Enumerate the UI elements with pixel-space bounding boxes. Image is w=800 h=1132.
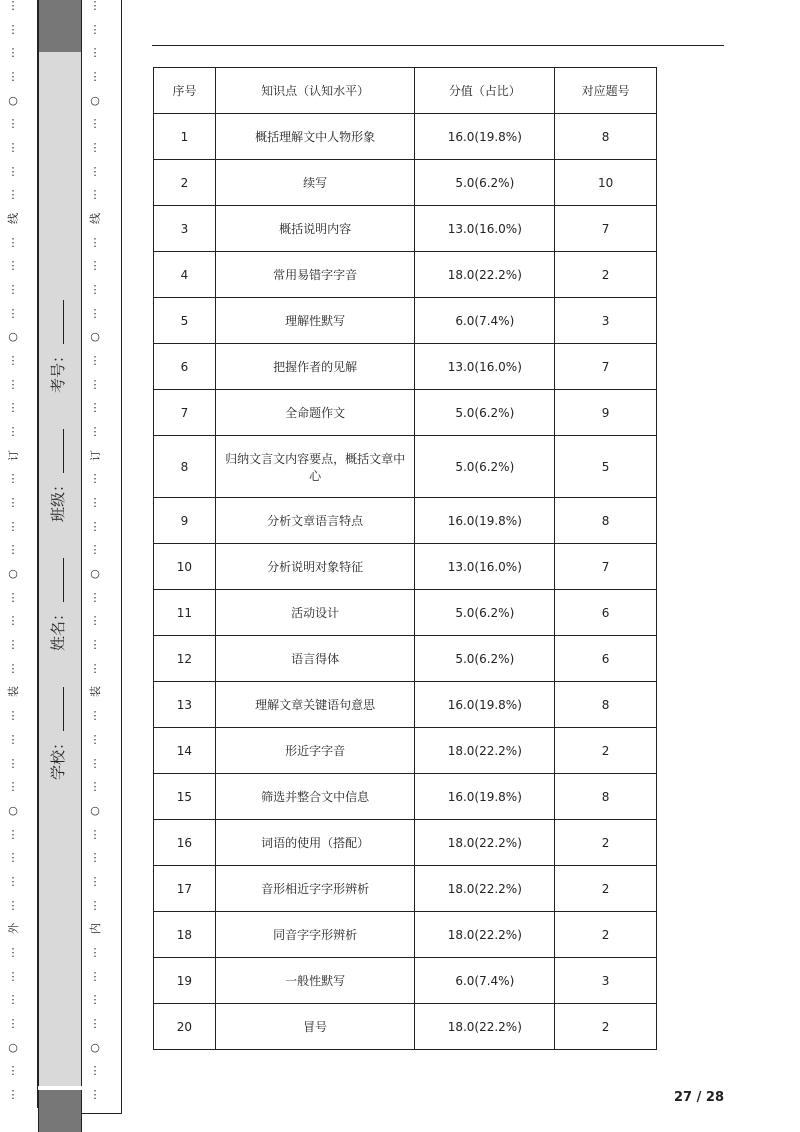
row-index: 5 (154, 298, 216, 344)
table-header-row (154, 68, 657, 114)
dot-mark: ⋮ (89, 661, 101, 675)
dot-mark: ⋮ (89, 851, 101, 865)
dot-mark: ⋮ (7, 22, 19, 36)
dot-mark: ⋮ (7, 969, 19, 983)
row-index: 18 (154, 912, 216, 958)
dot-mark: ⋮ (89, 235, 101, 249)
row-score: 5.0(6.2%) (415, 436, 555, 498)
row-knowledge-point: 词语的使用（搭配） (215, 820, 414, 866)
row-index: 15 (154, 774, 216, 820)
row-knowledge-point: 全命题作文 (215, 390, 414, 436)
row-knowledge-point: 活动设计 (215, 590, 414, 636)
row-knowledge-point: 续写 (215, 160, 414, 206)
dot-mark: ⋮ (7, 283, 19, 297)
row-index: 9 (154, 498, 216, 544)
header-score: 分值（占比） (415, 68, 555, 114)
row-index: 14 (154, 728, 216, 774)
row-knowledge-point: 理解性默写 (215, 298, 414, 344)
table-row (154, 636, 657, 682)
row-knowledge-point: 常用易错字字音 (215, 252, 414, 298)
dot-mark: ⋮ (7, 898, 19, 912)
dot-mark: ⋮ (7, 614, 19, 628)
dot-mark: ⋮ (89, 732, 101, 746)
row-score: 16.0(19.8%) (415, 498, 555, 544)
dot-mark: ⋮ (7, 354, 19, 368)
row-question-number: 7 (555, 344, 657, 390)
row-question-number: 6 (555, 590, 657, 636)
dot-mark: ⋮ (89, 354, 101, 368)
circle-mark: ○ (8, 567, 18, 581)
dot-mark: ⋮ (7, 70, 19, 84)
dot-mark: ⋮ (7, 472, 19, 486)
dot-mark: ⋮ (89, 141, 101, 155)
row-index: 1 (154, 114, 216, 160)
dot-mark: ⋮ (89, 377, 101, 391)
row-question-number: 8 (555, 114, 657, 160)
dot-mark: ⋮ (89, 993, 101, 1007)
row-question-number: 3 (555, 958, 657, 1004)
circle-mark: ○ (8, 1040, 18, 1054)
dot-mark: ⋮ (7, 590, 19, 604)
row-question-number: 2 (555, 252, 657, 298)
dot-mark: ⋮ (89, 756, 101, 770)
dot-mark: ⋮ (7, 259, 19, 273)
row-score: 18.0(22.2%) (415, 1004, 555, 1050)
binding-bottom-block (38, 1090, 82, 1132)
row-score: 16.0(19.8%) (415, 682, 555, 728)
row-index: 4 (154, 252, 216, 298)
row-index: 19 (154, 958, 216, 1004)
row-index: 6 (154, 344, 216, 390)
row-question-number: 8 (555, 498, 657, 544)
dot-mark: ⋮ (7, 496, 19, 510)
row-score: 18.0(22.2%) (415, 866, 555, 912)
table-row (154, 298, 657, 344)
dot-mark: ⋮ (89, 0, 101, 12)
dot-mark: ⋮ (7, 638, 19, 652)
inner-dotted-seal-line (88, 0, 102, 1100)
dot-mark: ⋮ (7, 543, 19, 557)
dot-mark: ⋮ (89, 614, 101, 628)
dot-mark: ⋮ (89, 543, 101, 557)
seal-char: 订 (6, 449, 20, 461)
row-score: 5.0(6.2%) (415, 590, 555, 636)
dot-mark: ⋮ (89, 780, 101, 794)
table-row (154, 390, 657, 436)
dot-mark: ⋮ (7, 401, 19, 415)
table-row (154, 344, 657, 390)
exam-number-label: 考号： (48, 348, 67, 394)
row-knowledge-point: 概括理解文中人物形象 (215, 114, 414, 160)
dot-mark: ⋮ (89, 1087, 101, 1101)
name-field[interactable] (47, 558, 68, 651)
row-score: 13.0(16.0%) (415, 344, 555, 390)
row-question-number: 10 (555, 160, 657, 206)
header-question-number: 对应题号 (555, 68, 657, 114)
row-question-number: 2 (555, 728, 657, 774)
dot-mark: ⋮ (89, 117, 101, 131)
dot-mark: ⋮ (7, 117, 19, 131)
seal-char: 装 (6, 686, 20, 698)
table-row (154, 252, 657, 298)
dot-mark: ⋮ (7, 945, 19, 959)
dot-mark: ⋮ (89, 874, 101, 888)
row-question-number: 2 (555, 912, 657, 958)
binding-top-block (38, 0, 82, 52)
row-question-number: 2 (555, 1004, 657, 1050)
row-knowledge-point: 同音字字形辨析 (215, 912, 414, 958)
dot-mark: ⋮ (7, 780, 19, 794)
row-score: 16.0(19.8%) (415, 114, 555, 160)
dot-mark: ⋮ (7, 141, 19, 155)
row-question-number: 5 (555, 436, 657, 498)
class-field[interactable] (47, 429, 68, 522)
row-score: 5.0(6.2%) (415, 636, 555, 682)
dot-mark: ⋮ (89, 259, 101, 273)
row-question-number: 2 (555, 820, 657, 866)
row-score: 5.0(6.2%) (415, 160, 555, 206)
dot-mark: ⋮ (7, 661, 19, 675)
class-label: 班级： (48, 477, 67, 523)
dot-mark: ⋮ (89, 1064, 101, 1078)
circle-mark: ○ (8, 803, 18, 817)
row-index: 7 (154, 390, 216, 436)
dot-mark: ⋮ (89, 827, 101, 841)
dot-mark: ⋮ (89, 898, 101, 912)
seal-char: 内 (88, 923, 102, 935)
row-index: 16 (154, 820, 216, 866)
dot-mark: ⋮ (7, 0, 19, 12)
school-label: 学校： (48, 734, 67, 780)
outer-dotted-seal-line (6, 0, 20, 1100)
table-row (154, 1004, 657, 1050)
dot-mark: ⋮ (7, 235, 19, 249)
dot-mark: ⋮ (7, 188, 19, 202)
dot-mark: ⋮ (7, 306, 19, 320)
table-row (154, 958, 657, 1004)
dot-mark: ⋮ (7, 756, 19, 770)
table-row (154, 114, 657, 160)
row-score: 6.0(7.4%) (415, 958, 555, 1004)
row-knowledge-point: 分析说明对象特征 (215, 544, 414, 590)
dot-mark: ⋮ (7, 164, 19, 178)
row-score: 5.0(6.2%) (415, 390, 555, 436)
row-question-number: 7 (555, 544, 657, 590)
circle-mark: ○ (8, 330, 18, 344)
table-row (154, 774, 657, 820)
dot-mark: ⋮ (89, 1016, 101, 1030)
dot-mark: ⋮ (7, 1087, 19, 1101)
row-score: 18.0(22.2%) (415, 252, 555, 298)
seal-char: 装 (88, 686, 102, 698)
row-index: 12 (154, 636, 216, 682)
dot-mark: ⋮ (89, 590, 101, 604)
row-question-number: 8 (555, 682, 657, 728)
dot-mark: ⋮ (7, 46, 19, 60)
header-knowledge-point: 知识点（认知水平） (215, 68, 414, 114)
row-score: 18.0(22.2%) (415, 728, 555, 774)
row-index: 13 (154, 682, 216, 728)
row-question-number: 7 (555, 206, 657, 252)
dot-mark: ⋮ (89, 46, 101, 60)
dot-mark: ⋮ (89, 401, 101, 415)
header-rule (152, 45, 724, 46)
row-score: 18.0(22.2%) (415, 820, 555, 866)
row-question-number: 8 (555, 774, 657, 820)
student-info-fields (47, 300, 73, 780)
table-row (154, 682, 657, 728)
row-score: 13.0(16.0%) (415, 206, 555, 252)
seal-char: 线 (88, 213, 102, 225)
dot-mark: ⋮ (89, 945, 101, 959)
table-row (154, 820, 657, 866)
circle-mark: ○ (90, 1040, 100, 1054)
row-knowledge-point: 归纳文言文内容要点，概括文章中心 (215, 436, 414, 498)
dot-mark: ⋮ (89, 188, 101, 202)
row-index: 10 (154, 544, 216, 590)
table-row (154, 160, 657, 206)
table-row (154, 912, 657, 958)
dot-mark: ⋮ (7, 993, 19, 1007)
name-label: 姓名： (48, 606, 67, 652)
row-knowledge-point: 分析文章语言特点 (215, 498, 414, 544)
row-index: 3 (154, 206, 216, 252)
dot-mark: ⋮ (89, 164, 101, 178)
page-number: 27 / 28 (674, 1090, 724, 1105)
row-score: 16.0(19.8%) (415, 774, 555, 820)
dot-mark: ⋮ (7, 1064, 19, 1078)
row-index: 11 (154, 590, 216, 636)
row-index: 8 (154, 436, 216, 498)
row-score: 13.0(16.0%) (415, 544, 555, 590)
dot-mark: ⋮ (89, 969, 101, 983)
row-knowledge-point: 理解文章关键语句意思 (215, 682, 414, 728)
dot-mark: ⋮ (7, 425, 19, 439)
dot-mark: ⋮ (89, 472, 101, 486)
table-row (154, 498, 657, 544)
dot-mark: ⋮ (7, 519, 19, 533)
dot-mark: ⋮ (89, 709, 101, 723)
header-index: 序号 (154, 68, 216, 114)
dot-mark: ⋮ (89, 306, 101, 320)
seal-char: 线 (6, 213, 20, 225)
dot-mark: ⋮ (89, 283, 101, 297)
dot-mark: ⋮ (89, 519, 101, 533)
dot-mark: ⋮ (7, 377, 19, 391)
dot-mark: ⋮ (89, 425, 101, 439)
table-row (154, 728, 657, 774)
row-score: 6.0(7.4%) (415, 298, 555, 344)
row-index: 20 (154, 1004, 216, 1050)
table-row (154, 436, 657, 498)
knowledge-point-table (153, 67, 657, 1050)
circle-mark: ○ (90, 803, 100, 817)
row-knowledge-point: 形近字字音 (215, 728, 414, 774)
dot-mark: ⋮ (7, 732, 19, 746)
circle-mark: ○ (90, 93, 100, 107)
row-knowledge-point: 冒号 (215, 1004, 414, 1050)
row-score: 18.0(22.2%) (415, 912, 555, 958)
row-knowledge-point: 一般性默写 (215, 958, 414, 1004)
dot-mark: ⋮ (89, 22, 101, 36)
table-row (154, 866, 657, 912)
circle-mark: ○ (8, 93, 18, 107)
dot-mark: ⋮ (7, 709, 19, 723)
dot-mark: ⋮ (7, 851, 19, 865)
table-row (154, 590, 657, 636)
row-knowledge-point: 概括说明内容 (215, 206, 414, 252)
circle-mark: ○ (90, 567, 100, 581)
exam-number-field[interactable] (47, 300, 68, 393)
circle-mark: ○ (90, 330, 100, 344)
row-knowledge-point: 语言得体 (215, 636, 414, 682)
dot-mark: ⋮ (89, 70, 101, 84)
dot-mark: ⋮ (89, 496, 101, 510)
row-knowledge-point: 筛选并整合文中信息 (215, 774, 414, 820)
row-question-number: 9 (555, 390, 657, 436)
dot-mark: ⋮ (7, 827, 19, 841)
school-field[interactable] (47, 687, 68, 780)
table-row (154, 206, 657, 252)
row-question-number: 2 (555, 866, 657, 912)
row-question-number: 6 (555, 636, 657, 682)
row-index: 17 (154, 866, 216, 912)
row-question-number: 3 (555, 298, 657, 344)
row-index: 2 (154, 160, 216, 206)
row-knowledge-point: 音形相近字字形辨析 (215, 866, 414, 912)
row-knowledge-point: 把握作者的见解 (215, 344, 414, 390)
dot-mark: ⋮ (7, 1016, 19, 1030)
seal-char: 订 (88, 449, 102, 461)
table-row (154, 544, 657, 590)
dot-mark: ⋮ (89, 638, 101, 652)
seal-char: 外 (6, 923, 20, 935)
dot-mark: ⋮ (7, 874, 19, 888)
